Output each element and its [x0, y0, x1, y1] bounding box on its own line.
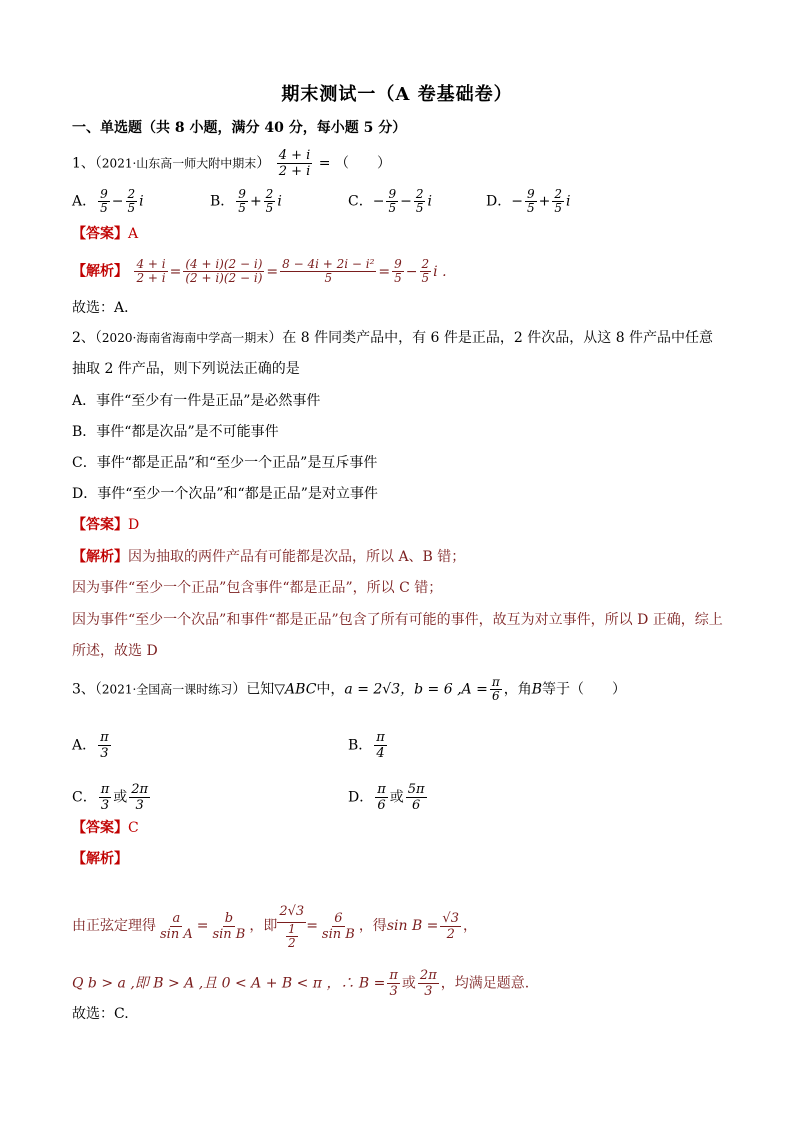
- question-source: 2020·海南省海南中学高一期末: [101, 331, 269, 345]
- section-heading: 一、单选题（共 8 小题，满分 40 分，每小题 5 分）: [72, 120, 407, 136]
- conclusion-3: 故选：C.: [72, 1006, 129, 1022]
- question-3: 3、（2021·全国高一课时练习）已知▽ABC中，a = 2√3，b = 6 ,A = $\frac{\pi}{6}$ ，角B等于（ ）: [72, 675, 627, 703]
- analysis-2-line: 所述，故选 D: [72, 643, 158, 659]
- option-b: B． $\frac{\pi}{4}$: [348, 730, 385, 761]
- option-d: D．− $\frac{9}{5}$ + $\frac{2}{5}$ i: [486, 187, 571, 215]
- question-source: 2021·全国高一课时练习: [101, 682, 233, 697]
- analysis-2-line: 因为事件“至少一个次品”和事件“都是正品”包含了所有可能的事件，故互为对立事件，所以 D 正确，综上: [72, 612, 723, 628]
- option-d: D．事件“至少一个次品”和“都是正品”是对立事件: [72, 486, 378, 502]
- question-2-cont: 抽取 2 件产品，则下列说法正确的是: [72, 361, 300, 377]
- answer-2: 【答案】D: [72, 517, 140, 533]
- option-a: A．事件“至少有一件是正品”是必然事件: [72, 393, 321, 409]
- option-a: A． $\frac{\pi}{3}$: [72, 730, 109, 761]
- analysis-3-law: 由正弦定理得 $\frac{a}{\text{sin A}}$ = $\frac{b}{\text{sin B}}$ ，即 $\frac{2√3}{\frac{1}{2}}$ = $\frac{6}{\text{sin B}}$ ，得sin B = $\frac{√3}{2}$ ，: [72, 904, 477, 950]
- analysis-2: 【解析】因为抽取的两件产品有可能都是次品，所以 A、B 错；: [72, 549, 466, 565]
- answer-3: 【答案】C: [72, 820, 139, 836]
- answer-1: 【答案】A: [72, 226, 139, 242]
- conclusion-1: 故选：A．: [72, 300, 139, 316]
- option-c: C．− $\frac{9}{5}$ − $\frac{2}{5}$ i: [348, 187, 432, 215]
- question-fraction: $\frac{4 + i}{2 + i}$: [278, 148, 311, 179]
- option-a: A． $\frac{9}{5}$ − $\frac{2}{5}$ i: [72, 187, 144, 215]
- analysis-3-line2: Q b > a ,即 B > A ,且 0 < A + B < π ，∴ B = $\frac{\pi}{3}$ 或 $\frac{2\pi}{3}$ ，均满足题意.: [72, 968, 530, 999]
- option-c: C．事件“都是正品”和“至少一个正品”是互斥事件: [72, 455, 378, 471]
- page-title: 期末测试一（A 卷基础卷）: [281, 84, 513, 105]
- option-b: B．事件“都是次品”是不可能事件: [72, 424, 279, 440]
- analysis-2-line: 因为事件“至少一个正品”包含事件“都是正品”，所以 C 错；: [72, 580, 443, 596]
- option-d: D． $\frac{\pi}{6}$ 或 $\frac{5\pi}{6}$: [348, 782, 425, 813]
- analysis-1: 【解析】 $\frac{4 + i}{2 + i}$ = $\frac{(4 + i)(2 - i)}{(2 + i)(2 - i)}$ = $\frac{\text{8 − 4i + 2i − i²}}{5}$ = $\frac{9}{5}$ − $\frac{2}{5}$ i .: [72, 257, 447, 285]
- option-b: B． $\frac{9}{5}$ + $\frac{2}{5}$ i: [210, 187, 282, 215]
- option-c: C． $\frac{\pi}{3}$ 或 $\frac{2\pi}{3}$: [72, 782, 149, 813]
- question-2: 2、（2020·海南省海南中学高一期末）在 8 件同类产品中，有 6 件是正品，2 件次品，从这 8 件产品中任意: [72, 330, 714, 346]
- question-source: 2021·山东高一师大附中期末: [101, 156, 257, 171]
- question-1: 1、（2021·山东高一师大附中期末） $\frac{4 + i}{2 + i}$ = （ ）: [72, 148, 391, 179]
- analysis-3: 【解析】: [72, 851, 128, 867]
